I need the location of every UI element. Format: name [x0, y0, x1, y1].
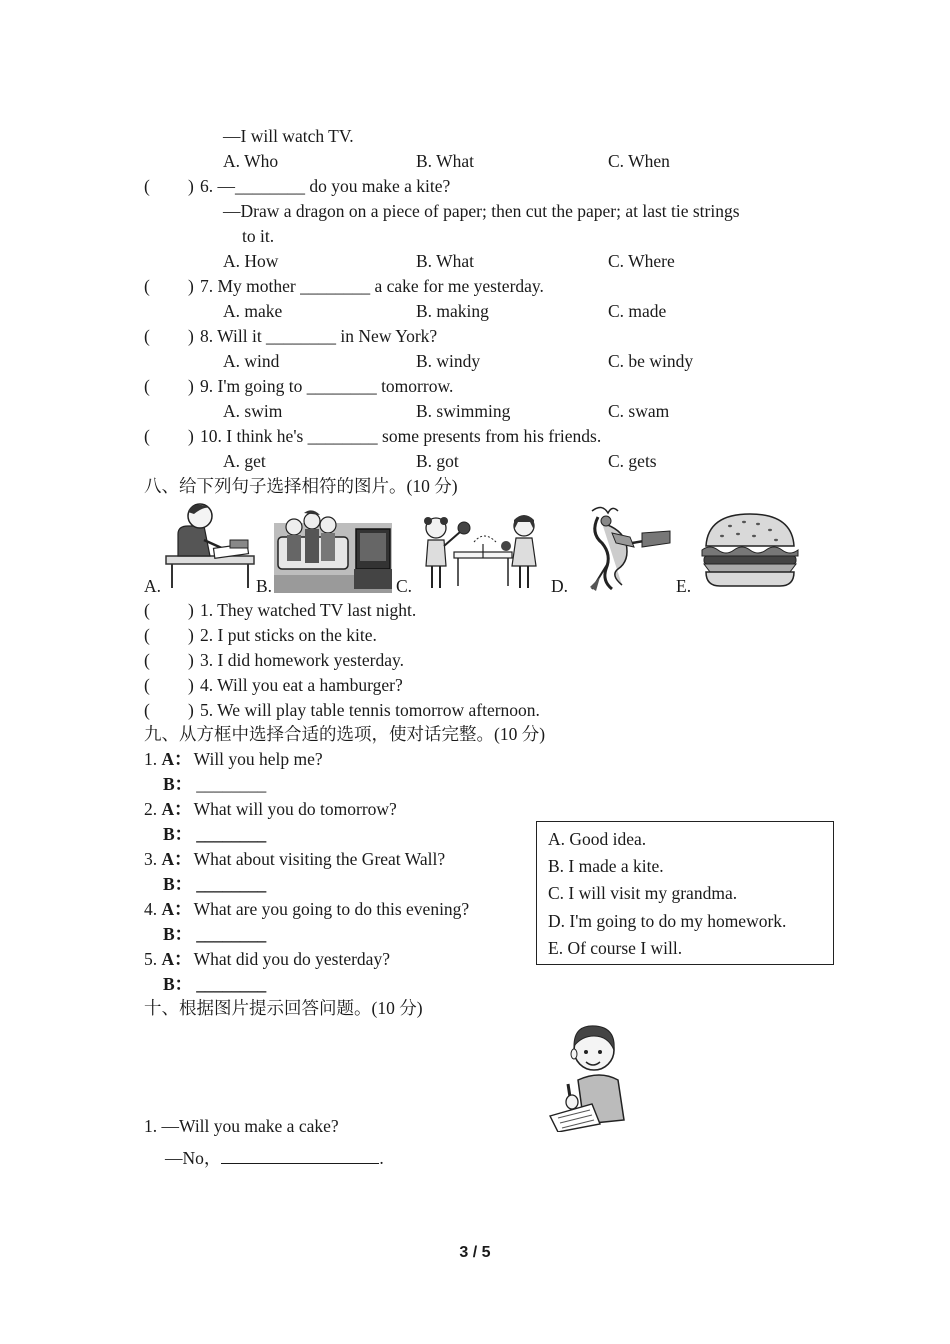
answer-paren-open: ( [144, 176, 150, 196]
answer-paren-close: ) [188, 376, 194, 396]
q8-option-c[interactable]: C. be windy [608, 351, 694, 371]
answer-paren-close: ) [188, 650, 194, 670]
q7-option-b[interactable]: B. making [416, 301, 489, 321]
family-tv-picture [274, 503, 392, 593]
q7-option-c[interactable]: C. made [608, 301, 667, 321]
q7-stem: 7. My mother ________ a cake for me yesterday. [200, 276, 544, 296]
q10-option-a[interactable]: A. get [223, 451, 266, 471]
answer-paren-close: ) [188, 600, 194, 620]
q5-answer: —I will watch TV. [223, 126, 354, 146]
box-option-e[interactable]: E. Of course I will. [548, 938, 683, 958]
options-box [536, 821, 834, 965]
answer-paren-open: ( [144, 625, 150, 645]
q8-stem: 8. Will it ________ in New York? [200, 326, 438, 346]
hamburger-picture [700, 512, 800, 588]
q10-stem: 10. I think he's ________ some presents from his friends. [200, 426, 602, 446]
speaker-a: A： [161, 749, 192, 769]
q6-option-a[interactable]: A. How [223, 251, 279, 271]
box-option-a[interactable]: A. Good idea. [548, 829, 647, 849]
dialog-question: What about visiting the Great Wall? [193, 849, 446, 869]
answer-blank[interactable]: ________ [196, 974, 267, 994]
q9-option-c[interactable]: C. swam [608, 401, 670, 421]
box-option-d[interactable]: D. I'm going to do my homework. [548, 911, 787, 931]
answer-paren-close: ) [188, 176, 194, 196]
dragon-kite-picture [582, 503, 672, 593]
dialog-number: 3. [144, 849, 158, 869]
answer-paren-close: ) [188, 276, 194, 296]
q6-stem: 6. —________ do you make a kite? [200, 176, 451, 196]
answer-blank[interactable]: ________ [196, 824, 267, 844]
speaker-b: B： [163, 874, 193, 894]
q5-option-c[interactable]: C. When [608, 151, 670, 171]
section8-item: 2. I put sticks on the kite. [200, 625, 377, 645]
answer-blank[interactable]: ________ [196, 924, 267, 944]
dialog-number: 5. [144, 949, 158, 969]
answer-paren-open: ( [144, 276, 150, 296]
answer-paren-close: ) [188, 625, 194, 645]
box-option-c[interactable]: C. I will visit my grandma. [548, 883, 738, 903]
section8-title: 八、给下列句子选择相符的图片。(10 分) [144, 476, 458, 496]
table-tennis-picture [418, 510, 548, 592]
answer-paren-open: ( [144, 376, 150, 396]
section8-item: 3. I did homework yesterday. [200, 650, 404, 670]
speaker-b: B： [163, 974, 193, 994]
dialog-question: What are you going to do this evening? [193, 899, 470, 919]
page-number: 3 / 5 [459, 1244, 491, 1261]
dialog-question: Will you help me? [193, 749, 323, 769]
q6-option-c[interactable]: C. Where [608, 251, 675, 271]
section8-item: 1. They watched TV last night. [200, 600, 417, 620]
picture-label-b: B. [256, 576, 273, 596]
section10-answer-suffix: . [379, 1148, 384, 1168]
answer-paren-close: ) [188, 700, 194, 720]
boy-writing-picture [548, 1020, 628, 1132]
q9-stem: 9. I'm going to ________ tomorrow. [200, 376, 454, 396]
q6-option-b[interactable]: B. What [416, 251, 475, 271]
section10-answer-blank[interactable] [221, 1147, 379, 1164]
answer-paren-close: ) [188, 426, 194, 446]
q10-option-b[interactable]: B. got [416, 451, 459, 471]
picture-label-c: C. [396, 576, 413, 596]
q5-option-b[interactable]: B. What [416, 151, 475, 171]
dialog-question: What will you do tomorrow? [193, 799, 397, 819]
speaker-a: A： [161, 899, 192, 919]
answer-paren-open: ( [144, 650, 150, 670]
answer-paren-open: ( [144, 675, 150, 695]
homework-boy-picture [164, 500, 256, 590]
answer-blank[interactable]: ________ [196, 774, 267, 794]
answer-blank[interactable]: ________ [196, 874, 267, 894]
q8-option-b[interactable]: B. windy [416, 351, 481, 371]
answer-paren-close: ) [188, 326, 194, 346]
answer-paren-open: ( [144, 326, 150, 346]
q6-answer-line2: to it. [242, 226, 275, 246]
picture-label-d: D. [551, 576, 569, 596]
section9-title: 九、从方框中选择合适的选项，使对话完整。(10 分) [144, 724, 546, 744]
dialog-question: What did you do yesterday? [193, 949, 390, 969]
dialog-number: 2. [144, 799, 158, 819]
speaker-b: B： [163, 824, 193, 844]
answer-paren-open: ( [144, 600, 150, 620]
section8-item: 5. We will play table tennis tomorrow afternoon. [200, 700, 540, 720]
section10-answer-prefix: —No， [165, 1148, 222, 1168]
speaker-b: B： [163, 924, 193, 944]
answer-paren-close: ) [188, 675, 194, 695]
speaker-a: A： [161, 799, 192, 819]
q8-option-a[interactable]: A. wind [223, 351, 280, 371]
dialog-number: 4. [144, 899, 158, 919]
dialog-number: 1. [144, 749, 158, 769]
answer-paren-open: ( [144, 426, 150, 446]
section10-title: 十、根据图片提示回答问题。(10 分) [144, 998, 423, 1018]
section8-item: 4. Will you eat a hamburger? [200, 675, 403, 695]
q9-option-a[interactable]: A. swim [223, 401, 283, 421]
q5-option-a[interactable]: A. Who [223, 151, 279, 171]
q9-option-b[interactable]: B. swimming [416, 401, 511, 421]
speaker-a: A： [161, 849, 192, 869]
section10-question: 1. —Will you make a cake? [144, 1116, 339, 1136]
box-option-b[interactable]: B. I made a kite. [548, 856, 664, 876]
speaker-a: A： [161, 949, 192, 969]
q10-option-c[interactable]: C. gets [608, 451, 657, 471]
answer-paren-open: ( [144, 700, 150, 720]
picture-label-a: A. [144, 576, 162, 596]
picture-label-e: E. [676, 576, 692, 596]
q7-option-a[interactable]: A. make [223, 301, 283, 321]
q6-answer-line1: —Draw a dragon on a piece of paper; then cut the paper; at last tie strings [223, 201, 740, 221]
speaker-b: B： [163, 774, 193, 794]
